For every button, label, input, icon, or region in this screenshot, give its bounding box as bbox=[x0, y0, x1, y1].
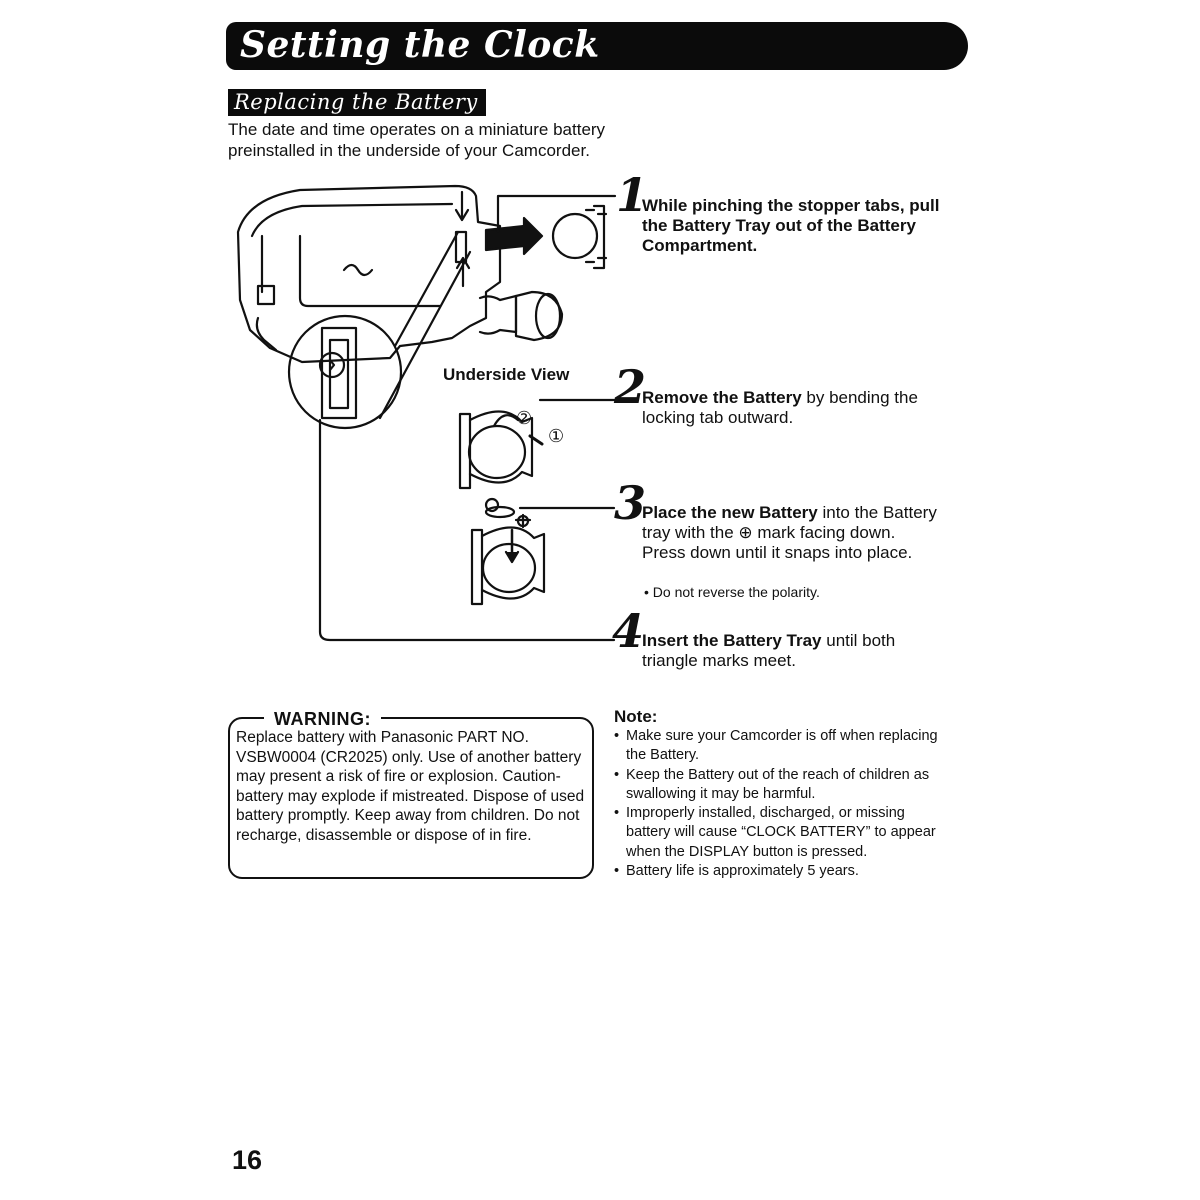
step-2-number: 2 bbox=[614, 360, 647, 414]
step-3-number: 3 bbox=[614, 476, 647, 530]
callout-2: ② bbox=[516, 408, 533, 429]
step-3-note: • Do not reverse the polarity. bbox=[644, 584, 820, 600]
note-title: Note: bbox=[614, 707, 658, 726]
note-list bbox=[614, 727, 944, 881]
step-4-rest: until both triangle marks meet. bbox=[642, 631, 896, 670]
callout-1: ① bbox=[548, 426, 565, 447]
step-1-text bbox=[642, 196, 942, 256]
new-battery-illustration bbox=[472, 499, 544, 604]
section-subtitle: Replacing the Battery bbox=[228, 89, 486, 116]
underside-view-label: Underside View bbox=[443, 365, 570, 384]
note-item: • Keep the Battery out of the reach of children as swallowing it may be harmful. bbox=[614, 766, 944, 805]
note-item: • Make sure your Camcorder is off when replacing the Battery. bbox=[614, 727, 944, 766]
step-2-rest: by bending the locking tab outward. bbox=[642, 388, 918, 427]
step-3-bold: Place the new Battery bbox=[642, 503, 818, 522]
warning-text: Replace battery with Panasonic PART NO. VSBW0004 (CR2025) only. Use of another battery may present a risk of fire or explosion. Caution-battery may explode if mistreated. Dispose of used battery promptly. Keep away from children. Do not recharge, disassemble or dispose of in fire. bbox=[236, 729, 585, 844]
step-2-text bbox=[642, 388, 938, 428]
intro-paragraph: The date and time operates on a miniature battery preinstalled in the underside of your Camcorder. bbox=[228, 120, 606, 160]
warning-title: WARNING: bbox=[264, 709, 381, 730]
step-1-number: 1 bbox=[616, 168, 649, 222]
step-3-text bbox=[642, 503, 942, 563]
step-4-number: 4 bbox=[612, 604, 645, 658]
step-4-bold: Insert the Battery Tray bbox=[642, 631, 822, 650]
step-1-bold: While pinching the stopper tabs, pull the Battery Tray out of the Battery Compartment. bbox=[642, 196, 940, 255]
step-4-text bbox=[642, 631, 938, 671]
page-number: 16 bbox=[232, 1145, 263, 1175]
page-title: Setting the Clock bbox=[240, 24, 600, 66]
note-item: • Improperly installed, discharged, or missing battery will cause “CLOCK BATTERY” to appear when the DISPLAY button is pressed. bbox=[614, 804, 944, 862]
step-3-rest: into the Battery tray with the ⊕ mark facing down. Press down until it snaps into place. bbox=[642, 503, 937, 562]
note-item: • Battery life is approximately 5 years. bbox=[614, 862, 944, 881]
step-2-bold: Remove the Battery bbox=[642, 388, 802, 407]
